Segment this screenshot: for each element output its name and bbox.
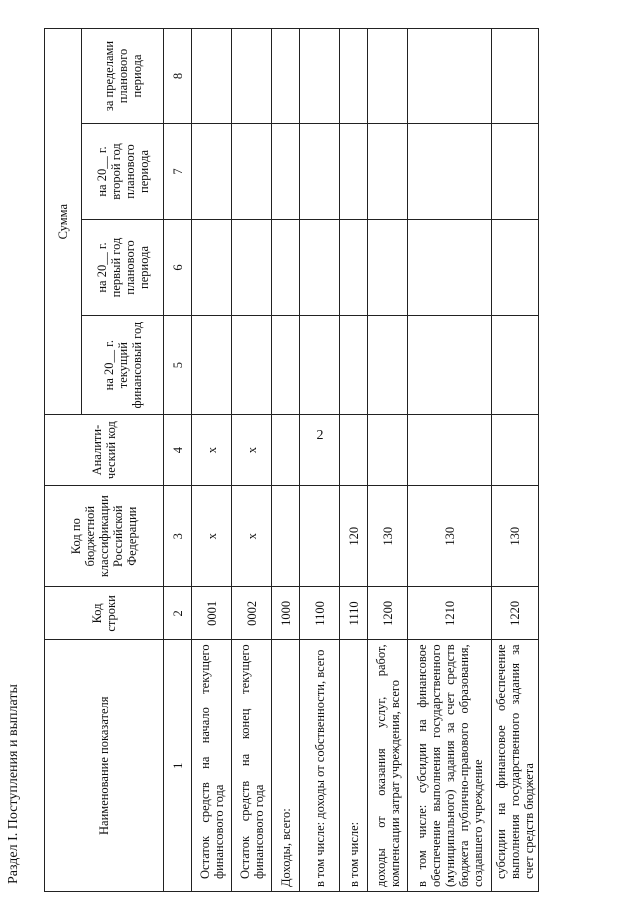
table-row [232, 29, 272, 892]
row-budget-code [272, 485, 300, 587]
row-analytic-code: х [192, 415, 232, 486]
row-value [340, 123, 368, 219]
row-value [368, 315, 408, 414]
row-value [192, 315, 232, 414]
row-value [232, 29, 272, 124]
row-value [408, 123, 492, 219]
row-value [192, 29, 232, 124]
row-name: в том числе: [340, 640, 368, 892]
header-year-beyond: за пределами планового периода [82, 29, 164, 124]
row-value [272, 29, 300, 124]
row-value [408, 29, 492, 124]
row-analytic-code [300, 415, 340, 486]
row-value [492, 29, 539, 124]
income-expense-table [44, 28, 539, 892]
header-year-second: на 20__ г. второй год планового периода [82, 123, 164, 219]
row-value [300, 219, 340, 315]
table-row [300, 29, 340, 892]
row-name: Доходы, всего: [272, 640, 300, 892]
col-number: 5 [164, 315, 192, 414]
table-row [192, 29, 232, 892]
row-value [232, 219, 272, 315]
row-analytic-code [408, 415, 492, 486]
row-value [340, 219, 368, 315]
table-row [340, 29, 368, 892]
row-value [232, 123, 272, 219]
row-analytic-code [368, 415, 408, 486]
row-value [492, 315, 539, 414]
row-analytic-code [272, 415, 300, 486]
row-code: 0002 [232, 587, 272, 640]
row-value [272, 123, 300, 219]
row-value [340, 29, 368, 124]
row-value [192, 123, 232, 219]
row-value [340, 315, 368, 414]
row-code: 1200 [368, 587, 408, 640]
row-code: 1100 [300, 587, 340, 640]
row-name: Остаток средств на конец текущего финансового года [232, 640, 272, 892]
row-code: 0001 [192, 587, 232, 640]
row-value [300, 315, 340, 414]
row-value [492, 123, 539, 219]
row-budget-code: 130 [492, 485, 539, 587]
col-number: 8 [164, 29, 192, 124]
table-row [368, 29, 408, 892]
row-budget-code: 130 [408, 485, 492, 587]
header-name: Наименование показателя [45, 640, 164, 892]
header-analytic-code: Аналити-ческий код [45, 415, 164, 486]
row-name: доходы от оказания услуг, работ, компенсации затрат учреждения, всего [368, 640, 408, 892]
row-value [232, 315, 272, 414]
row-name: в том числе: субсидии на финансовое обеспечение выполнения государственного (муниципального) задания за счет средств бюджета публично-правового образования, создавшего учреждение [408, 640, 492, 892]
row-code: 1110 [340, 587, 368, 640]
row-name: в том числе: доходы от собственности, всего [300, 640, 340, 892]
col-number: 6 [164, 219, 192, 315]
row-budget-code: 130 [368, 485, 408, 587]
row-value [408, 315, 492, 414]
row-value [368, 29, 408, 124]
header-year-current: на 20__ г. текущий финансовый год [82, 315, 164, 414]
rotated-page-content [6, 8, 591, 898]
row-analytic-code: х [232, 415, 272, 486]
row-code: 1000 [272, 587, 300, 640]
col-number: 3 [164, 485, 192, 587]
row-code: 1210 [408, 587, 492, 640]
table-row [272, 29, 300, 892]
row-budget-code: х [232, 485, 272, 587]
col-number: 7 [164, 123, 192, 219]
row-value [408, 219, 492, 315]
row-analytic-code [340, 415, 368, 486]
row-name: Остаток средств на начало текущего финансового года [192, 640, 232, 892]
row-value [368, 219, 408, 315]
col-number: 4 [164, 415, 192, 486]
row-value [492, 219, 539, 315]
row-value [272, 219, 300, 315]
row-value [192, 219, 232, 315]
row-budget-code: х [192, 485, 232, 587]
row-value [272, 315, 300, 414]
row-budget-code: 120 [340, 485, 368, 587]
header-year-first: на 20__ г. первый год планового периода [82, 219, 164, 315]
table-row [408, 29, 492, 892]
header-code: Код строки [45, 587, 164, 640]
row-code: 1220 [492, 587, 539, 640]
row-analytic-code [492, 415, 539, 486]
page-number: 2 [316, 428, 324, 443]
row-value [300, 123, 340, 219]
section-title: Раздел I. Поступления и выплаты [6, 684, 21, 884]
table-row [492, 29, 539, 892]
row-value [300, 29, 340, 124]
col-number: 1 [164, 640, 192, 892]
row-value [368, 123, 408, 219]
row-name: субсидии на финансовое обеспечение выполнения государственного задания за счет средств бюджета [492, 640, 539, 892]
header-budget-code: Код по бюджетной классификации Российской Федерации [45, 485, 164, 587]
row-budget-code [300, 485, 340, 587]
header-sum: Сумма [45, 29, 82, 415]
col-number: 2 [164, 587, 192, 640]
